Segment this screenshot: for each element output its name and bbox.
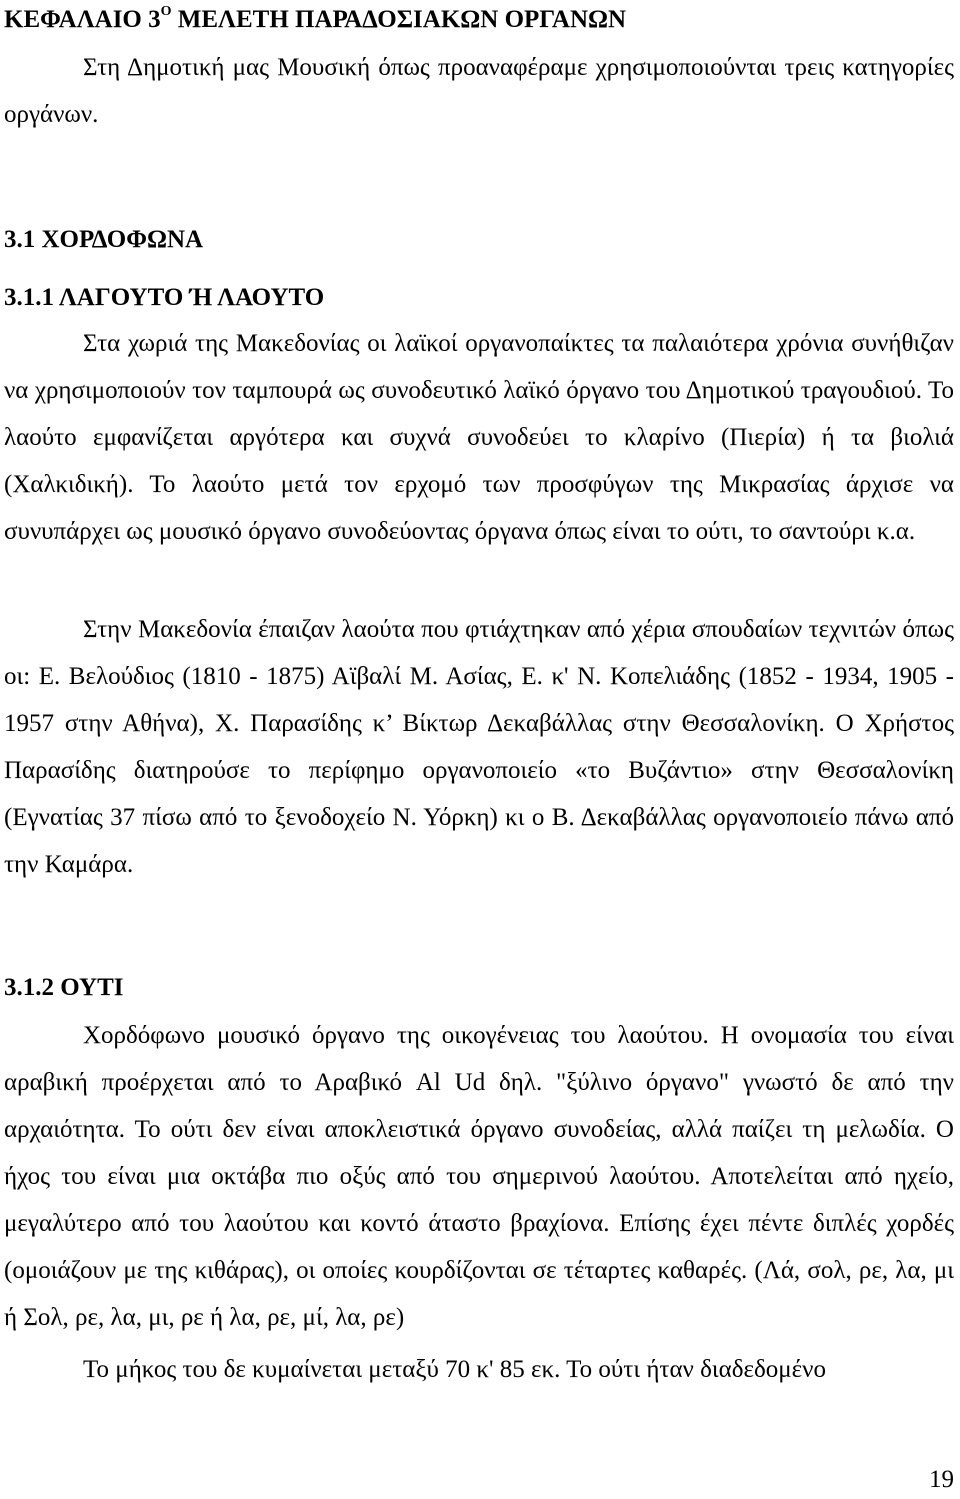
subsection-2-heading: 3.1.2 ΟΥΤΙ	[4, 974, 124, 1001]
chapter-title-part1: ΚΕΦΑΛΑΙΟ 3	[4, 6, 161, 33]
section-heading: 3.1 ΧΟΡΔΟΦΩΝΑ	[4, 226, 204, 253]
chapter-title	[4, 2, 954, 38]
subsection-1-paragraph-1: Στα χωριά της Μακεδονίας οι λαϊκοί οργανοπαίκτες τα παλαιότερα χρόνια συνήθιζαν να χρησιμοποιούν τον ταμπουρά ως συνοδευτικό λαϊκό όργανο του Δημοτικού τραγουδιού. Το λαούτο εμφανίζεται αργότερα και συχνά συνοδεύει το κλαρίνο (Πιερία) ή τα βιολιά (Χαλκιδική). Το λαούτο μετά τον ερχομό των προσφύγων της Μικρασίας άρχισε να συνυπάρχει ως μουσικό όργανο συνοδεύοντας όργανα όπως είναι το ούτι, το σαντούρι κ.α.	[4, 330, 954, 545]
subsection-2-paragraph-2: Το μήκος του δε κυμαίνεται μεταξύ 70 κ' 85 εκ. Το ούτι ήταν διαδεδομένο	[83, 1356, 826, 1383]
page-number: 19	[929, 1466, 954, 1493]
subsection-2-paragraph-1: Χορδόφωνο μουσικό όργανο της οικογένειας του λαούτου. Η ονομασία του είναι αραβική προέρχεται από το Αραβικό Al Ud δηλ. "ξύλινο όργανο" γνωστό δε από την αρχαιότητα. Το ούτι δεν είναι αποκλειστικά όργανο συνοδείας, αλλά παίζει τη μελωδία. Ο ήχος του είναι μια οκτάβα πιο οξύς από του σημερινού λαούτου. Αποτελείται από ηχείο, μεγαλύτερο από του λαούτου και κοντό άταστο βραχίονα. Επίσης έχει πέντε διπλές χορδές (ομοιάζουν με της κιθάρας), οι οποίες κουρδίζονται σε τέταρτες καθαρές. (Λά, σολ, ρε, λα, μι ή Σολ, ρε, λα, μι, ρε ή λα, ρε, μί, λα, ρε)	[4, 1022, 954, 1331]
subsection-1-paragraph-2: Στην Μακεδονία έπαιζαν λαούτα που φτιάχτηκαν από χέρια σπουδαίων τεχνιτών όπως οι: Ε. Βελούδιος (1810 - 1875) Αϊβαλί Μ. Ασίας, Ε. κ' Ν. Κοπελιάδης (1852 - 1934, 1905 - 1957 στην Αθήνα), Χ. Παρασίδης κ’ Βίκτωρ Δεκαβάλλας στην Θεσσαλονίκη. Ο Χρήστος Παρασίδης διατηρούσε το περίφημο οργανοποιείο «το Βυζάντιο» στην Θεσσαλονίκη (Εγνατίας 37 πίσω από το ξενοδοχείο Ν. Υόρκη) κι ο Β. Δεκαβάλλας οργανοποιείο πάνω από την Καμάρα.	[4, 616, 954, 878]
chapter-intro-paragraph: Στη Δημοτική μας Μουσική όπως προαναφέραμε χρησιμοποιούνται τρεις κατηγορίες οργάνων.	[4, 54, 954, 128]
chapter-title-superscript: Ο	[160, 4, 172, 19]
subsection-1-heading: 3.1.1 ΛΑΓΟΥΤΟ Ή ΛΑΟΥΤΟ	[4, 284, 325, 311]
chapter-title-part2: ΜΕΛΕΤΗ ΠΑΡΑΔΟΣΙΑΚΩΝ ΟΡΓΑΝΩΝ	[171, 6, 627, 33]
